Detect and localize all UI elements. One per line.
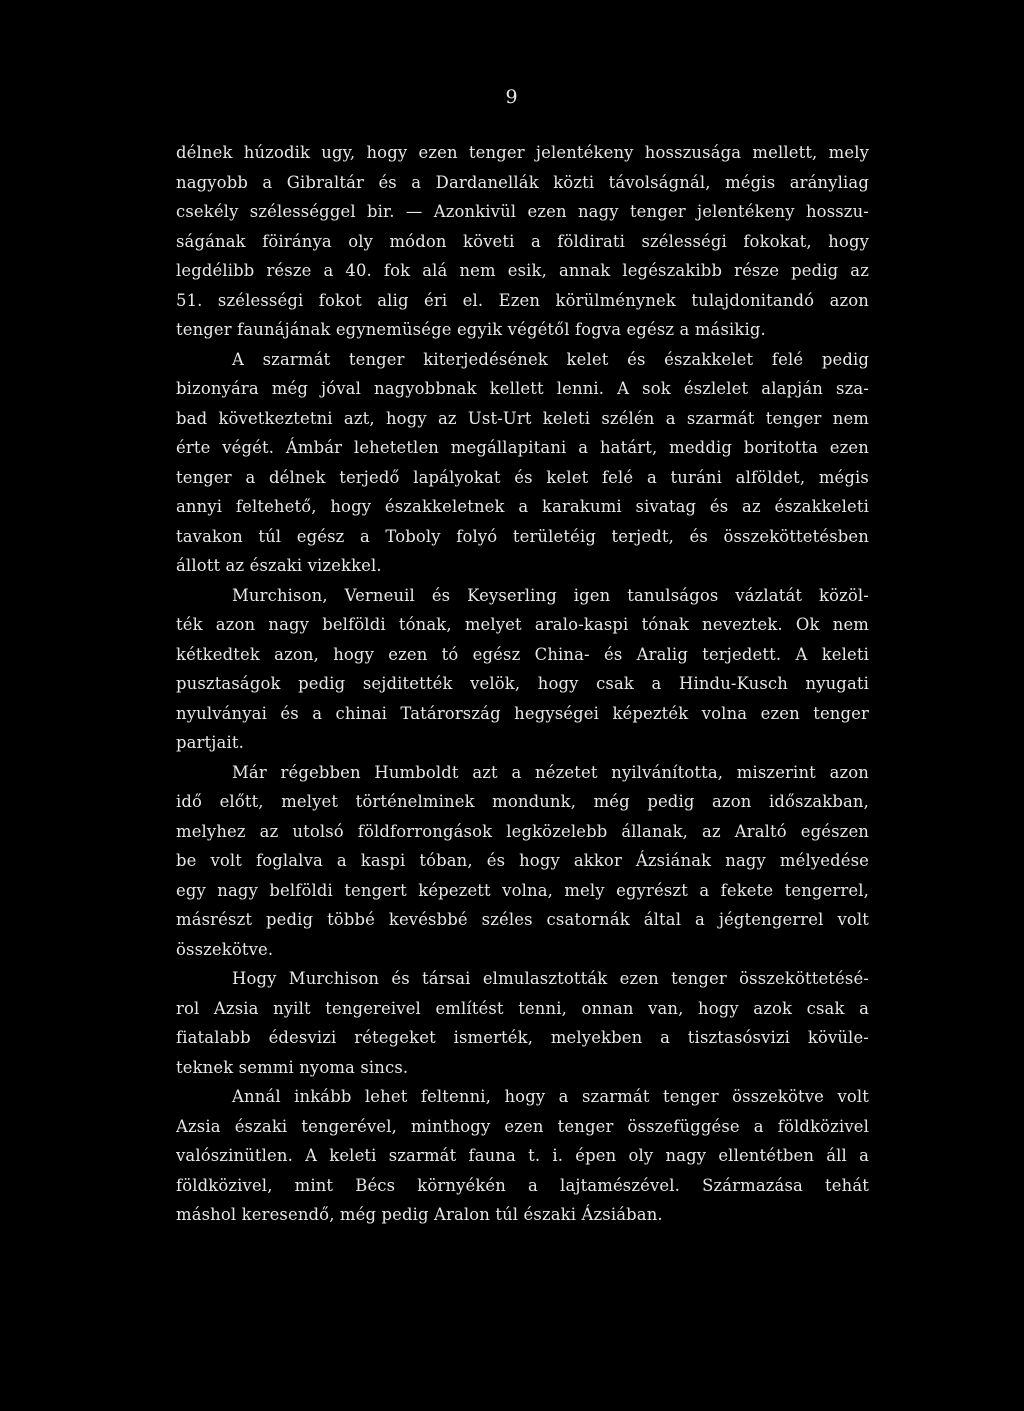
text-line: máshol keresendő, még pedig Aralon túl északi Ázsiában. xyxy=(176,1205,663,1224)
text-line: bad következtetni azt, hogy az Ust-Urt keleti szélén a szarmát tenger nem xyxy=(176,408,869,428)
text-line: ságának föiránya oly módon követi a földirati szélességi fokokat, hogy xyxy=(176,231,869,251)
text-line: összekötve. xyxy=(176,939,274,959)
text-line: Annál inkább lehet feltenni, hogy a szarmát tenger összekötve volt xyxy=(232,1087,869,1106)
text-line: 51. szélességi fokot alig éri el. Ezen körülménynek tulajdonitandó azon xyxy=(176,290,869,310)
text-line: délnek húzodik ugy, hogy ezen tenger jelentékeny hosszusága mellett, mely xyxy=(176,143,869,162)
text-line: rol Azsia nyilt tengereivel említést tenni, onnan van, hogy azok csak a xyxy=(176,998,869,1018)
text-line: állott az északi vizekkel. xyxy=(176,556,382,575)
text-line: egy nagy belföldi tengert képezett volna, mely egyrészt a fekete tengerrel, xyxy=(176,880,869,900)
text-line: A szarmát tenger kiterjedésének kelet és északkelet felé pedig xyxy=(232,349,869,369)
text-line: annyi feltehető, hogy északkeletnek a karakumi sivatag és az északkeleti xyxy=(176,497,869,516)
text-line: tavakon túl egész a Toboly folyó területéig terjedt, és összeköttetésben xyxy=(176,526,869,546)
text-line: másrészt pedig többé kevésbbé széles csatornák által a jégtengerrel volt xyxy=(176,910,869,929)
text-line: teknek semmi nyoma sincs. xyxy=(176,1057,409,1077)
text-line: földközivel, mint Bécs környékén a lajtamészével. Származása tehát xyxy=(176,1175,869,1195)
text-line: valószinütlen. A keleti szarmát fauna t. i. épen oly nagy ellentétben áll a xyxy=(176,1146,869,1165)
text-line: fiatalabb édesvizi rétegeket ismerték, melyekben a tisztasósvizi kövüle- xyxy=(176,1028,869,1047)
text-line: nagyobb a Gibraltár és a Dardanellák közti távolságnál, mégis arányliag xyxy=(176,172,869,192)
text-line: Murchison, Verneuil és Keyserling igen tanulságos vázlatát közöl- xyxy=(232,585,869,605)
text-line: pusztaságok pedig sejditették velök, hogy csak a Hindu-Kusch nyugati xyxy=(176,674,869,693)
text-line: csekély szélességgel bir. — Azonkivül ezen nagy tenger jelentékeny hosszu- xyxy=(176,202,869,221)
text-line: melyhez az utolsó földforrongások legközelebb állanak, az Araltó egészen xyxy=(176,821,869,841)
page-number: 9 xyxy=(505,86,519,108)
text-line: tenger faunájának egynemüsége egyik végétől fogva egész a másikig. xyxy=(176,320,766,339)
text-line: ték azon nagy belföldi tónak, melyet aralo-kaspi tónak neveztek. Ok nem xyxy=(176,615,869,634)
text-line: Már régebben Humboldt azt a nézetet nyilvánította, miszerint azon xyxy=(232,762,869,782)
text-line: partjait. xyxy=(176,733,244,752)
text-line: idő előtt, melyet történelminek mondunk, még pedig azon időszakban, xyxy=(176,792,869,811)
text-line: legdélibb része a 40. fok alá nem esik, annak legészakibb része pedig az xyxy=(176,261,869,280)
text-line: be volt foglalva a kaspi tóban, és hogy akkor Ázsiának nagy mélyedése xyxy=(176,851,869,870)
text-line: érte végét. Ámbár lehetetlen megállapitani a határt, meddig boritotta ezen xyxy=(176,438,869,457)
text-line: tenger a délnek terjedő lapályokat és kelet felé a turáni alföldet, mégis xyxy=(176,467,869,487)
text-line: bizonyára még jóval nagyobbnak kellett lenni. A sok észlelet alapján sza- xyxy=(176,379,869,398)
text-line: kétkedtek azon, hogy ezen tó egész China- és Aralig terjedett. A keleti xyxy=(176,644,869,664)
text-line: Azsia északi tengerével, minthogy ezen tenger összefüggése a földközivel xyxy=(176,1116,869,1136)
text-line: Hogy Murchison és társai elmulasztották ezen tenger összeköttetésé- xyxy=(232,969,869,988)
text-line: nyulványai és a chinai Tatárország hegységei képezték volna ezen tenger xyxy=(176,703,869,723)
body-text xyxy=(176,138,869,1230)
